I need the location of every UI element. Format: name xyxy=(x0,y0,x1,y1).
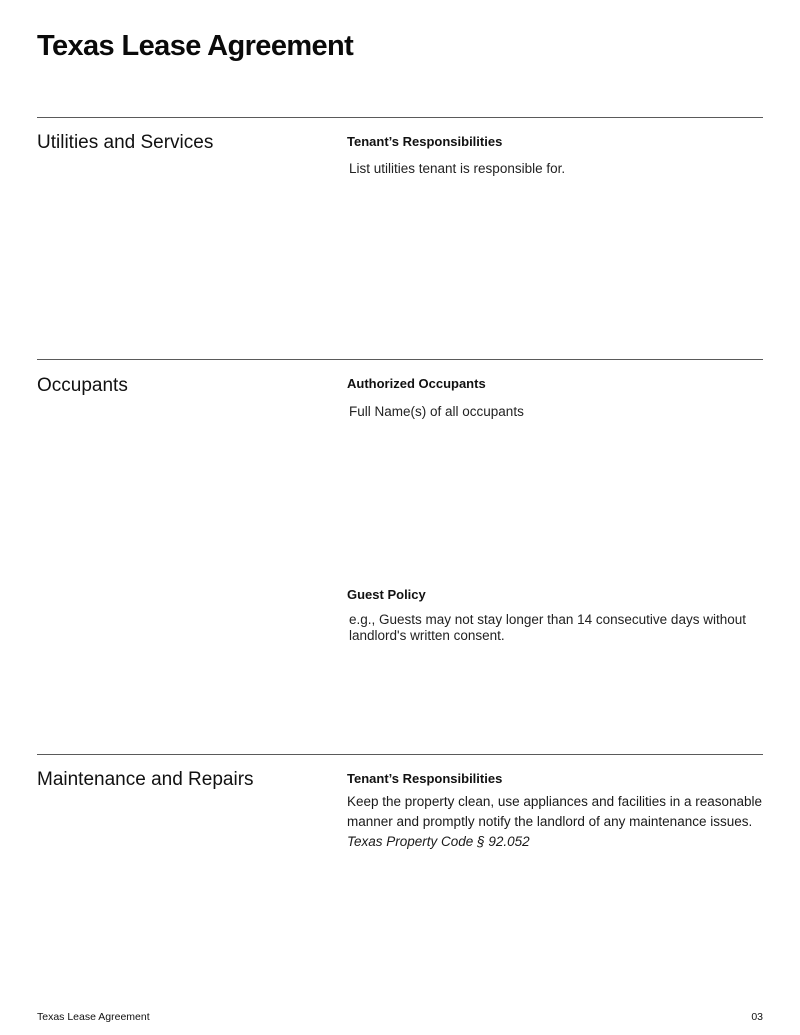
guest-policy-label: Guest Policy xyxy=(347,587,426,602)
section-title-occupants: Occupants xyxy=(37,375,128,396)
guest-policy-field[interactable] xyxy=(347,612,757,732)
maintenance-tenant-responsibilities-label: Tenant’s Responsibilities xyxy=(347,771,503,786)
authorized-occupants-label: Authorized Occupants xyxy=(347,376,486,391)
page-title: Texas Lease Agreement xyxy=(37,30,354,62)
utilities-tenant-responsibilities-label: Tenant’s Responsibilities xyxy=(347,134,503,149)
maintenance-responsibilities-text: Keep the property clean, use appliances and facilities in a reasonable manner and promptly notify the landlord of any maintenance issues. xyxy=(347,794,763,829)
section-title-utilities: Utilities and Services xyxy=(37,132,214,153)
section-divider-maintenance xyxy=(37,754,763,755)
section-title-maintenance: Maintenance and Repairs xyxy=(37,769,254,790)
maintenance-legal-citation: Texas Property Code § 92.052 xyxy=(347,834,530,849)
section-divider-occupants xyxy=(37,359,763,360)
authorized-occupants-field[interactable] xyxy=(347,404,757,564)
section-divider-utilities xyxy=(37,117,763,118)
footer-page-number: 03 xyxy=(751,1011,763,1023)
utilities-tenant-responsibilities-field[interactable] xyxy=(347,161,757,341)
footer-document-name: Texas Lease Agreement xyxy=(37,1011,150,1023)
